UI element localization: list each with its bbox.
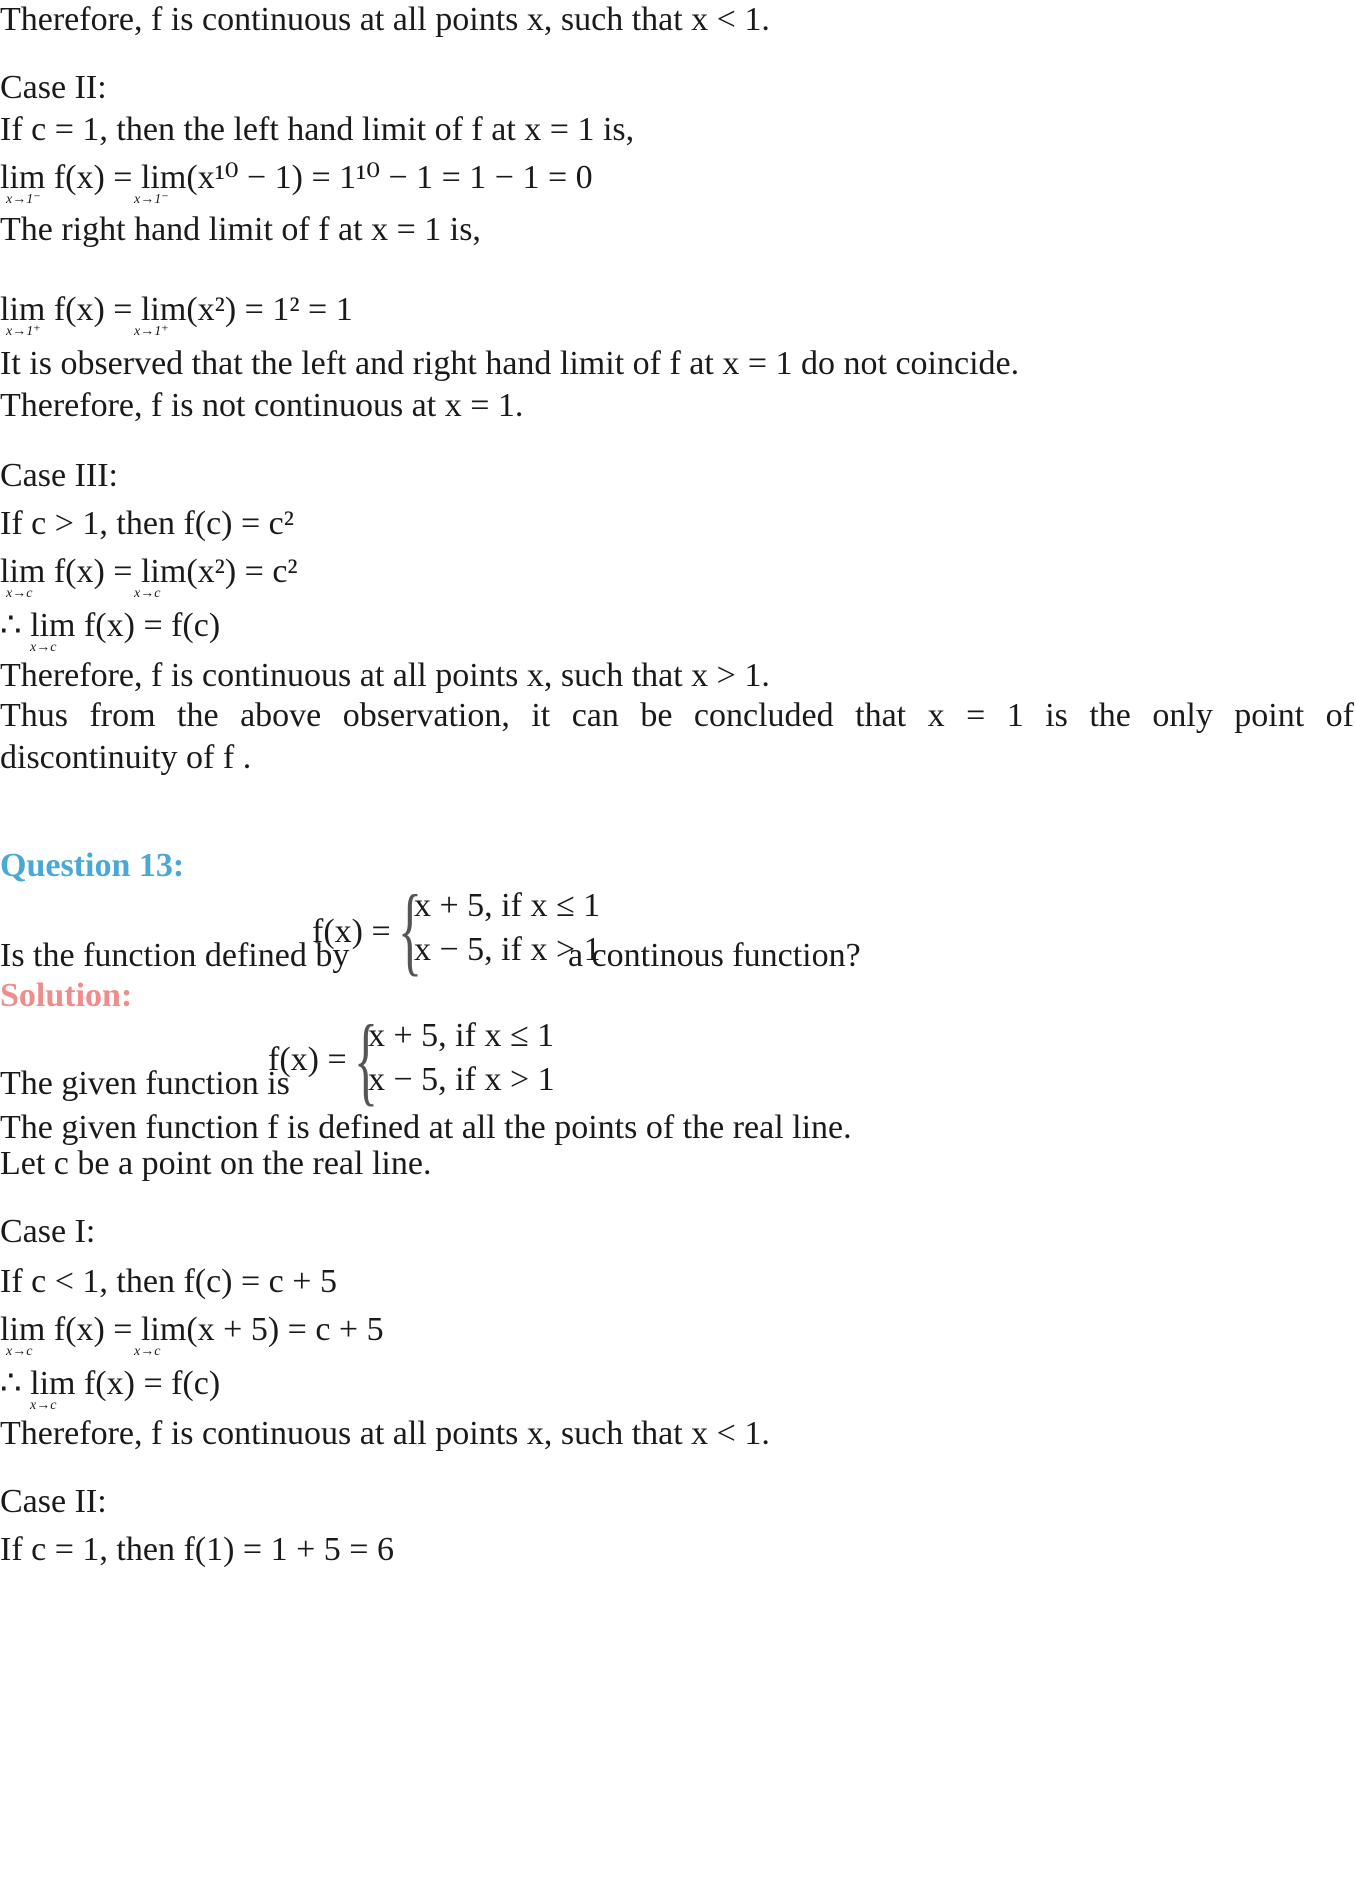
text-line: The given function is (0, 1065, 290, 1102)
question-intro: Is the function defined by (0, 937, 350, 974)
piecewise-case: x − 5, if x > 1 (414, 931, 601, 968)
text-line: The given function f is defined at all the points of the real line. (0, 1109, 852, 1146)
question-tail: a continous function? (568, 937, 861, 974)
piecewise-case: x + 5, if x ≤ 1 (414, 887, 601, 924)
text-line: Let c be a point on the real line. (0, 1145, 432, 1182)
case-heading: Case III: (0, 457, 119, 494)
piecewise-case: x − 5, if x > 1 (368, 1061, 555, 1098)
text-line: Therefore, f is continuous at all points x, such that x > 1. (0, 657, 770, 694)
text-line: If c = 1, then the left hand limit of f at x = 1 is, (0, 111, 635, 148)
equation: lim f(x) = lim(x²) = 1² = 1 (0, 291, 353, 328)
text-line: Thus from the above observation, it can be concluded that x = 1 is the only point of (0, 697, 1354, 734)
limit-subscript: x→c (6, 586, 33, 601)
limit-subscript: x→1⁻ (134, 192, 169, 207)
text-line: discontinuity of f . (0, 739, 252, 776)
piecewise-case: x + 5, if x ≤ 1 (368, 1017, 555, 1054)
solution-heading: Solution: (0, 977, 133, 1014)
text-line: Therefore, f is continuous at all points x, such that x < 1. (0, 1415, 770, 1452)
brace-symbol: { (398, 874, 422, 985)
equation: ∴ lim f(x) = f(c) (0, 607, 221, 644)
equation: lim f(x) = lim(x + 5) = c + 5 (0, 1311, 384, 1348)
text-line: If c > 1, then f(c) = c² (0, 505, 294, 542)
equation: lim f(x) = lim(x¹⁰ − 1) = 1¹⁰ − 1 = 1 − 1 = 0 (0, 159, 593, 196)
text-line: Therefore, f is not continuous at x = 1. (0, 387, 524, 424)
function-lhs: f(x) = (312, 913, 391, 950)
limit-subscript: x→c (6, 1344, 33, 1359)
limit-subscript: x→c (30, 640, 57, 655)
question-heading: Question 13: (0, 847, 185, 884)
limit-subscript: x→c (134, 586, 161, 601)
function-lhs: f(x) = (268, 1041, 347, 1078)
limit-subscript: x→c (134, 1344, 161, 1359)
limit-subscript: x→c (30, 1398, 57, 1413)
case-heading: Case II: (0, 1483, 107, 1520)
case-heading: Case II: (0, 69, 107, 106)
text-line: Therefore, f is continuous at all points x, such that x < 1. (0, 1, 770, 38)
limit-subscript: x→1⁻ (6, 192, 41, 207)
text-line: It is observed that the left and right hand limit of f at x = 1 do not coincide. (0, 345, 1020, 382)
case-heading: Case I: (0, 1213, 96, 1250)
brace-symbol: { (354, 1004, 378, 1115)
text-line: If c = 1, then f(1) = 1 + 5 = 6 (0, 1531, 394, 1568)
limit-subscript: x→1⁺ (134, 324, 169, 339)
text-line: If c < 1, then f(c) = c + 5 (0, 1263, 337, 1300)
equation: lim f(x) = lim(x²) = c² (0, 553, 298, 590)
limit-subscript: x→1⁺ (6, 324, 41, 339)
text-line: The right hand limit of f at x = 1 is, (0, 211, 481, 248)
equation: ∴ lim f(x) = f(c) (0, 1365, 221, 1402)
